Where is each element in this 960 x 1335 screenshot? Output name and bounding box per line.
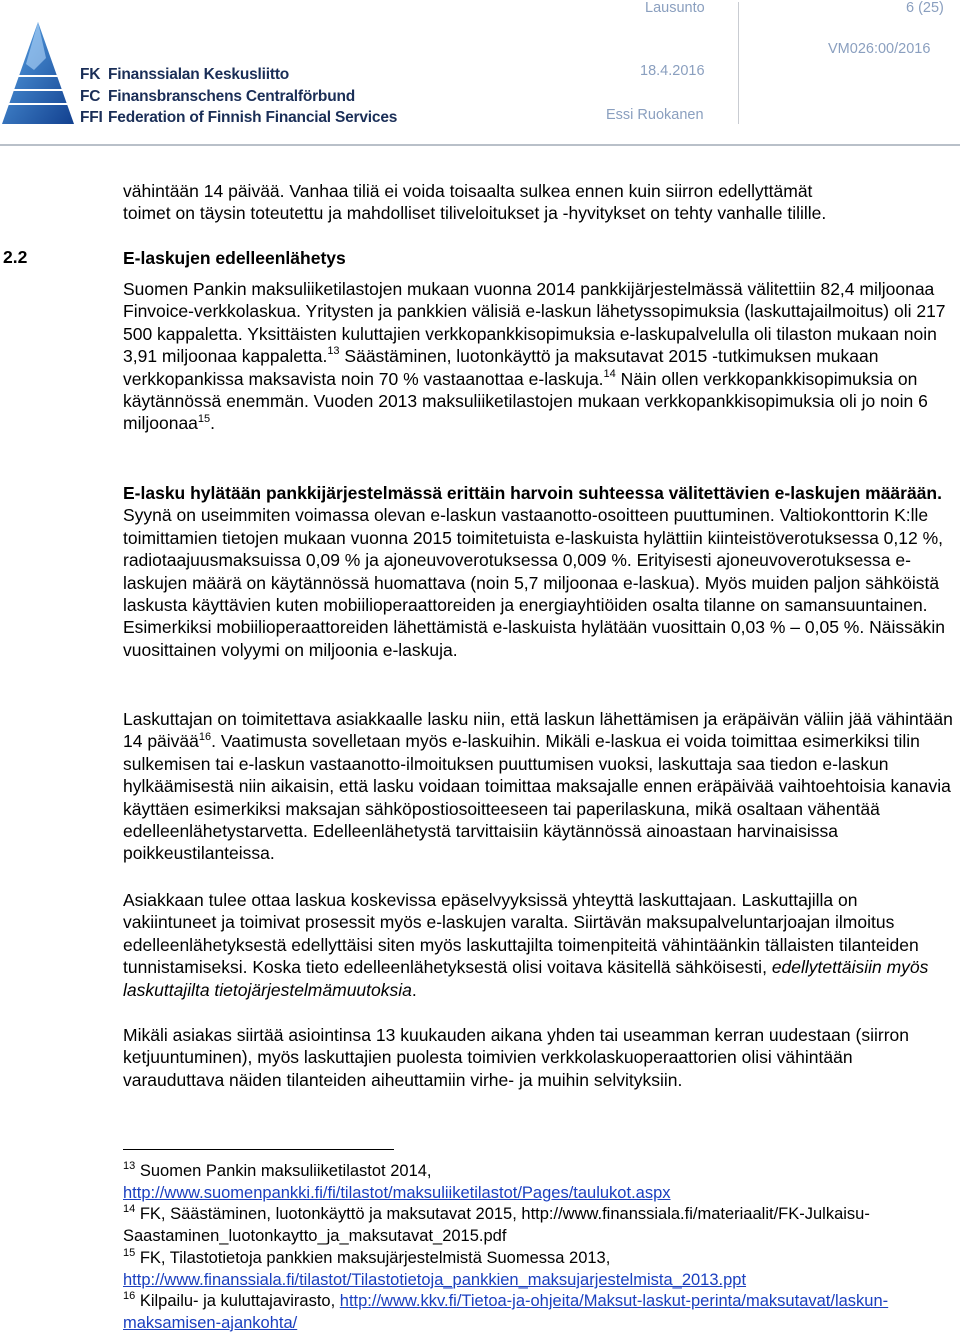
- p4-part-a: Asiakkaan tulee ottaa laskua koskevissa epäselvyyksissä yhteyttä laskuttajaan. Laskuttajilla on vakiintuneet ja toimivat prosessit myös e-laskujen varalta. Siirtävän maksupalveluntarjoajan ilmoitus edelleenlähetyksestä edellyttäisi siten myös laskuttajilta toimenpiteitä vähintäänkin tällaisten tilanteiden tunnistamiseksi. Koska tieto edelleenlähetyksestä olisi voitava käsitellä sähköisesti,: [123, 890, 919, 978]
- footnote-text: Suomen Pankin maksuliiketilastot 2014,: [139, 1162, 432, 1180]
- logo-line-ffi: FFI Federation of Finnish Financial Services: [80, 109, 398, 126]
- footnote-ref-15[interactable]: 15: [197, 412, 211, 425]
- paragraph-5: Mikäli asiakas siirtää asiointinsa 13 kuukauden aikana yhden tai useamman kerran uudestaan (siirron ketjuuntuminen), myös laskuttajien puolesta toimivien verkkolaskuoperaattorien olisi vähintään varauduttava näiden tilanteiden aiheuttamiin virhe- ja muihin selvityksiin.: [123, 1025, 909, 1090]
- p1-part-d: .: [210, 413, 216, 434]
- section-number: 2.2: [3, 247, 28, 267]
- p2-rest: Syynä on useimmiten voimassa olevan e-laskun vastaanotto-osoitteen puuttuminen. Valtiokonttorin K:lle toimittamien tietojen mukaan vuonna 2015 toimitetuista e-laskuista hylättiin kiinteistöverotuksessa 0,12 %, radiotaajuusmaksuissa 0,09 % ja ajoneuvoverotuksessa 0,009 %. Erityisesti ajoneuvoverotuksessa e-laskujen määrä on käytännössä huomattava (noin 5,7 miljoonaa e-laskua). Myös muiden paljon sähköistä laskusta käyttävien kuten mobiilioperaattoreiden ja energiayhtiöiden osalta tilanne on samansuuntainen. Esimerkiksi mobiilioperaattoreiden lähettämistä e-laskuista hylätään vuosittain 0,03 % – 0,05 %. Näissäkin vuosittainen volyymi on miljoonia e-laskuja.: [123, 505, 945, 660]
- p1-part-a: Suomen Pankin maksuliiketilastojen mukaan vuonna 2014 pankkijärjestelmässä välitettiin 82,4 miljoonaa Finvoice-verkkolaskua. Yritysten ja pankkien välisiä e-laskun lähetyssopimuksia (laskuttajailmoitus) oli 217 500 kappaletta. Yksittäisten kuluttajien verkkopankkisopimuksia e-laskupalvelulla oli tilaston mukaan noin 3,91 miljoonaa kappaletta.: [123, 279, 946, 367]
- footnote-number: 13: [123, 1159, 136, 1172]
- footnote-number: 16: [123, 1289, 136, 1302]
- footnote-text: FK, Tilastotietoja pankkien maksujärjestelmistä Suomessa 2013,: [139, 1249, 611, 1267]
- footnote-number: 15: [123, 1246, 136, 1259]
- p2-bold-lead: E-lasku hylätään pankkijärjestelmässä erittäin harvoin suhteessa välitettävien e-laskujen määrään.: [123, 483, 942, 503]
- footnote-link[interactable]: http://www.suomenpankki.fi/fi/tilastot/maksuliiketilastot/Pages/taulukot.aspx: [123, 1184, 671, 1202]
- section-title: E-laskujen edelleenlähetys: [123, 248, 346, 268]
- footnote-ref-16[interactable]: 16: [198, 730, 212, 743]
- p3-part-b: . Vaatimusta sovelletaan myös e-laskuihin. Mikäli e-laskua ei voida toimittaa esimerkiksi tilin sulkemisen tai e-laskun vastaanotto-ilmoituksen puuttumisen vuoksi, laskuttaja saa tiedon e-laskun hylkäämisestä niin aikaisin, että lasku voidaan toimittaa maksajalle ennen eräpäivää vaihtoehtoisia kanavia käyttäen esimerkiksi maksajan sähköpostiosoitteeseen tai paperilaskuna, mikä osaltaan vähentää edelleenlähetystarvetta. Edelleenlähetystä tarvittaisiin käytännössä ainoastaan harvinaisissa poikkeustilanteissa.: [123, 731, 951, 864]
- logo-line-fk: FK Finanssialan Keskusliitto: [80, 66, 290, 83]
- paragraph-2: [123, 482, 953, 661]
- footnote-link[interactable]: http://www.finanssiala.fi/tilastot/Tilastotietoja_pankkien_maksujarjestelmista_2013.ppt: [123, 1271, 747, 1289]
- footnote-text: Kilpailu- ja kuluttajavirasto,: [139, 1292, 340, 1310]
- paragraph-4: [123, 889, 953, 1001]
- intro-line-2: toimet on täysin toteutettu ja mahdolliset tiliveloitukset ja -hyvitykset on tehty vanhalle tilille.: [123, 203, 827, 224]
- footnote-14: [123, 1203, 953, 1247]
- p1-part-c: Näin ollen verkkopankkisopimuksia on käytännössä enemmän. Vuoden 2013 maksuliiketilastojen mukaan verkkopankkisopimuksia oli jo noin 6 miljoonaa: [123, 368, 928, 434]
- footnote-text: FK, Säästäminen, luotonkäyttö ja maksutavat 2015, http://www.finanssiala.fi/materiaalit/FK-Julkaisu-Saastaminen_luotonkaytto_ja_maksutavat_2015.pdf: [123, 1205, 870, 1245]
- header-divider: [738, 2, 739, 124]
- page-number: 6 (25): [906, 0, 944, 16]
- footnote-15: [123, 1247, 953, 1291]
- footnote-link[interactable]: http://www.kkv.fi/Tietoa-ja-ohjeita/Maksut-laskut-perinta/maksutavat/laskun-maksamisen-ajankohta/: [123, 1292, 889, 1332]
- intro-line-1: vähintään 14 päivää. Vanhaa tiliä ei voida toisaalta sulkea ennen kuin siirron edellyttämät: [123, 181, 813, 201]
- p3-part-a: Laskuttajan on toimitettava asiakkaalle lasku niin, että laskun lähettämisen ja eräpäivän väliin jää vähintään 14 päivää: [123, 709, 953, 752]
- fk-logo-mark-icon: [0, 18, 76, 126]
- footnote-16: [123, 1290, 953, 1334]
- doc-date: 18.4.2016: [640, 63, 705, 79]
- p4-part-b: .: [411, 979, 417, 1000]
- doc-reference: VM026:00/2016: [828, 41, 931, 57]
- footnote-ref-14[interactable]: 14: [603, 367, 616, 380]
- paragraph-3: [123, 708, 953, 865]
- logo-line-fc: FC Finansbranschens Centralförbund: [80, 88, 355, 105]
- p1-part-b: Säästäminen, luotonkäyttö ja maksutavat 2015 -tutkimuksen mukaan verkkopankissa maksavista noin 70 % vastaanottaa e-laskuja.: [123, 346, 879, 389]
- p4-italic: edellytettäisiin myös laskuttajilta tietojärjestelmämuutoksia: [123, 957, 929, 1000]
- footnote-13: [123, 1160, 953, 1204]
- footnote-number: 14: [123, 1202, 136, 1215]
- doc-type: Lausunto: [645, 0, 705, 16]
- intro-text: [123, 180, 953, 225]
- doc-author: Essi Ruokanen: [606, 107, 704, 123]
- header-rule: [0, 144, 960, 146]
- footnote-separator: [123, 1149, 394, 1150]
- paragraph-1: [123, 278, 953, 435]
- footnote-ref-13[interactable]: 13: [327, 345, 340, 358]
